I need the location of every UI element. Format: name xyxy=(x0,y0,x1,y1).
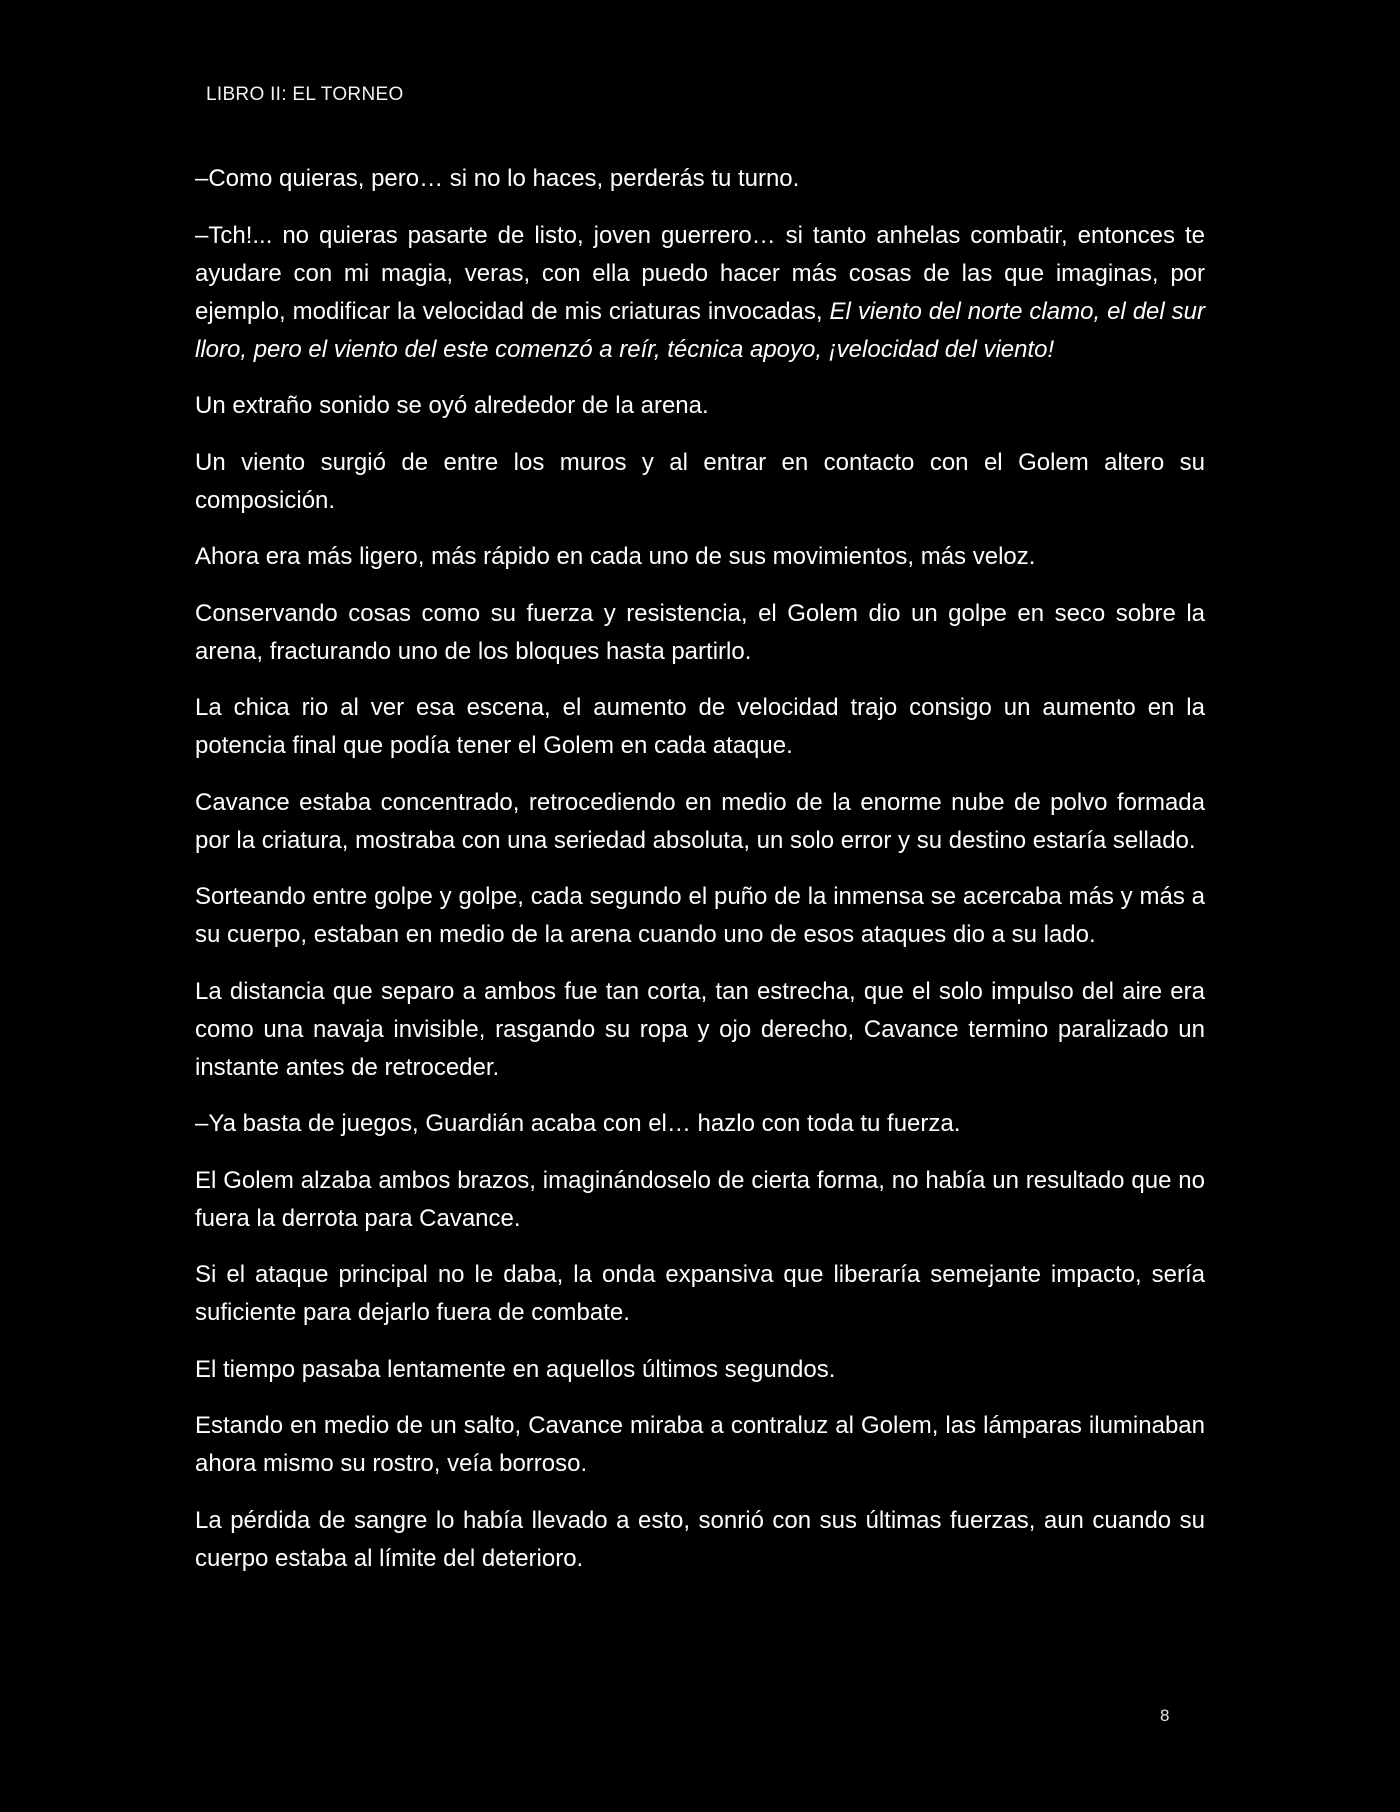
paragraph: Sorteando entre golpe y golpe, cada segundo el puño de la inmensa se acercaba más y más a su cuerpo, estaban en medio de la arena cuando uno de esos ataques dio a su lado. xyxy=(195,883,1205,948)
paragraph: El Golem alzaba ambos brazos, imaginándoselo de cierta forma, no había un resultado que no fuera la derrota para Cavance. xyxy=(195,1166,1205,1232)
paragraph: La chica rio al ver esa escena, el aumento de velocidad trajo consigo un aumento en la potencia final que podía tener el Golem en cada ataque. xyxy=(195,694,1205,759)
paragraph: Un extraño sonido se oyó alrededor de la arena. xyxy=(195,392,709,419)
paragraph-text: –Tch!... no quieras pasarte de listo, joven guerrero… si tanto anhelas combatir, entonces te ayudare con mi magia, veras, con ella puedo hacer más cosas de las que imaginas, por ejemplo, modificar la velocidad de mis criaturas invocadas, xyxy=(195,221,1205,325)
spell-incantation: El viento del norte clamo, el del sur lloro, pero el viento del este comenzó a reír, técnica apoyo, ¡velocidad del viento! xyxy=(195,297,1206,363)
chapter-body xyxy=(195,160,1205,1596)
paragraph: Si el ataque principal no le daba, la onda expansiva que liberaría semejante impacto, sería suficiente para dejarlo fuera de combate. xyxy=(195,1261,1205,1326)
paragraph: La distancia que separo a ambos fue tan corta, tan estrecha, que el solo impulso del aire era como una navaja invisible, rasgando su ropa y ojo derecho, Cavance termino paralizado un instante antes de retroceder. xyxy=(195,977,1205,1081)
paragraph: Estando en medio de un salto, Cavance miraba a contraluz al Golem, las lámparas iluminaban ahora mismo su rostro, veía borroso. xyxy=(195,1412,1205,1477)
paragraph: Conservando cosas como su fuerza y resistencia, el Golem dio un golpe en seco sobre la arena, fracturando uno de los bloques hasta partirlo. xyxy=(195,599,1205,665)
paragraph: El tiempo pasaba lentamente en aquellos últimos segundos. xyxy=(195,1355,836,1383)
paragraph: Ahora era más ligero, más rápido en cada uno de sus movimientos, más veloz. xyxy=(195,543,1036,570)
paragraph: –Ya basta de juegos, Guardián acaba con el… hazlo con toda tu fuerza. xyxy=(195,1110,961,1137)
paragraph: Un viento surgió de entre los muros y al entrar en contacto con el Golem altero su composición. xyxy=(195,448,1205,514)
paragraph: –Como quieras, pero… si no lo haces, perderás tu turno. xyxy=(195,165,800,192)
paragraph: Cavance estaba concentrado, retrocediendo en medio de la enorme nube de polvo formada por la criatura, mostraba con una seriedad absoluta, un solo error y su destino estaría sellado. xyxy=(195,788,1205,854)
page-number: 8 xyxy=(1160,1706,1170,1725)
running-header: LIBRO II: EL TORNEO xyxy=(206,84,404,105)
paragraph: La pérdida de sangre lo había llevado a esto, sonrió con sus últimas fuerzas, aun cuando su cuerpo estaba al límite del deterioro. xyxy=(195,1506,1205,1572)
paragraph-with-spell xyxy=(195,217,1205,369)
